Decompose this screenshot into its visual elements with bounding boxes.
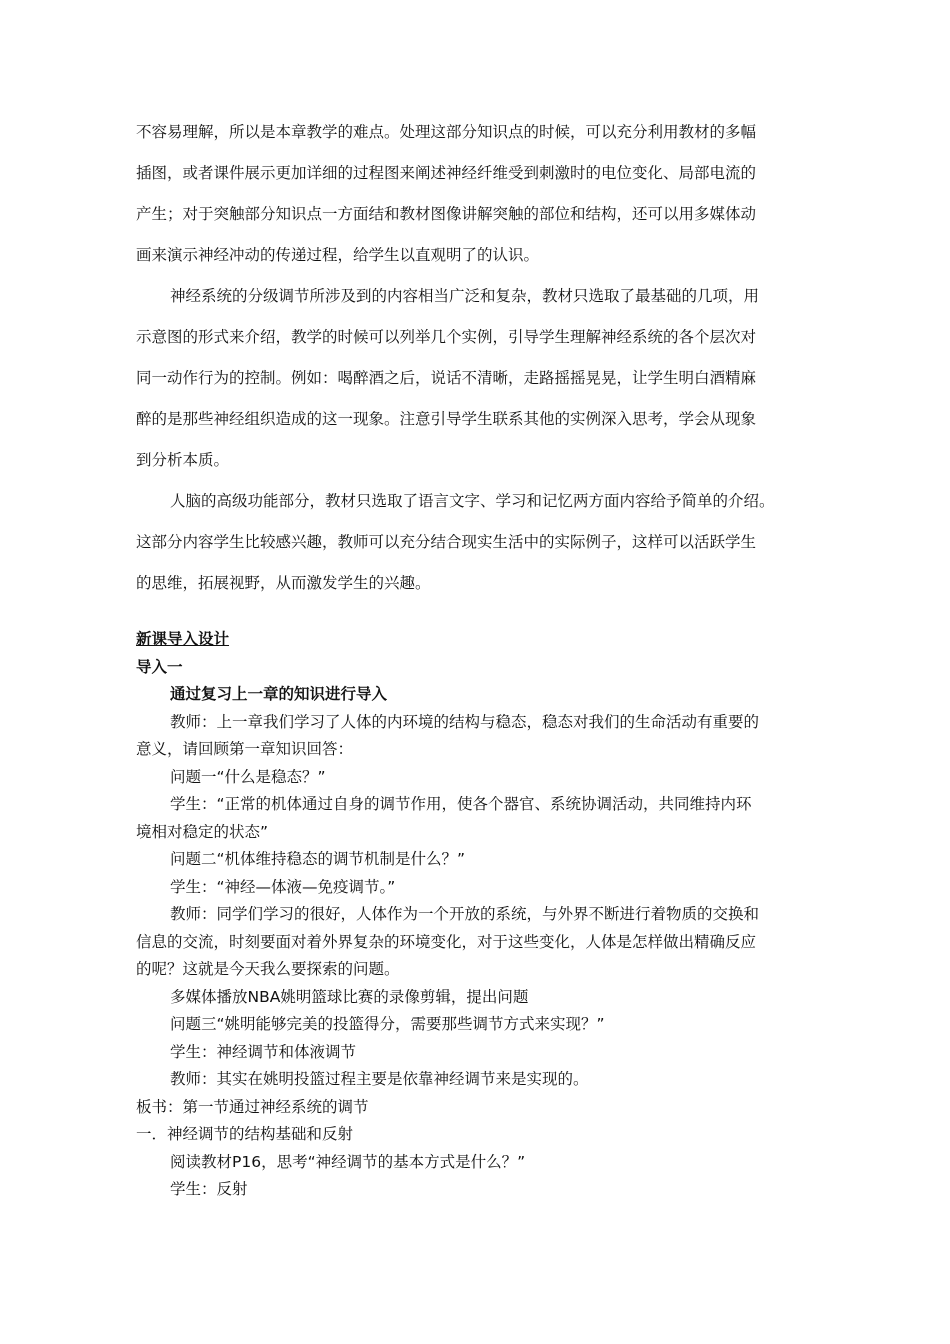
text-line: 产生；对于突触部分知识点一方面结和教材图像讲解突触的部位和结构，还可以用多媒体动 [136,205,757,223]
text-line: 问题一“什么是稳态？” [170,767,326,786]
text-line: 板书：第一节通过神经系统的调节 [136,1097,369,1116]
text-line: 教师：上一章我们学习了人体的内环境的结构与稳态，稳态对我们的生命活动有重要的 [170,712,760,731]
text-line: 境相对稳定的状态” [136,822,269,841]
text-line: 神经系统的分级调节所涉及到的内容相当广泛和复杂，教材只选取了最基础的几项，用 [170,287,760,305]
text-line: 同一动作行为的控制。例如：喝醉酒之后，说话不清晰，走路摇摇晃晃，让学生明白酒精麻 [136,369,757,387]
lesson-intro-section [136,626,826,1204]
text-line: 教师：其实在姚明投篮过程主要是依靠神经调节来是实现的。 [170,1070,589,1088]
text-line: 阅读教材P16，思考“神经调节的基本方式是什么？” [170,1152,526,1171]
text-line: 学生：神经调节和体液调节 [170,1042,357,1061]
section-heading: 新课导入设计 [136,630,230,648]
text-line: 人脑的高级功能部分，教材只选取了语言文字、学习和记忆两方面内容给予简单的介绍。 [170,492,775,510]
text-line: 画来演示神经冲动的传递过程，给学生以直观明了的认识。 [136,246,540,264]
text-line: 问题二“机体维持稳态的调节机制是什么？” [170,850,466,868]
text-line: 意义，请回顾第一章知识回答： [136,740,354,758]
text-line: 醉的是那些神经组织造成的这一现象。注意引导学生联系其他的实例深入思考，学会从现象 [136,410,757,428]
text-line: 学生：“正常的机体通过自身的调节作用，使各个器官、系统协调活动，共同维持内环 [170,795,752,813]
text-line: 插图，或者课件展示更加详细的过程图来阐述神经纤维受到刺激时的电位变化、局部电流的 [136,164,757,182]
text-line: 多媒体播放NBA姚明篮球比赛的录像剪辑，提出问题 [170,987,529,1006]
intro-paragraphs [136,112,816,604]
text-line: 信息的交流，时刻要面对着外界复杂的环境变化，对于这些变化，人体是怎样做出精确反应 [136,932,757,951]
text-line: 的呢？这就是今天我么要探索的问题。 [136,960,400,978]
text-line: 这部分内容学生比较感兴趣，教师可以充分结合现实生活中的实际例子，这样可以活跃学生 [136,533,757,551]
text-line: 学生：“神经—体液—免疫调节。” [170,877,396,896]
text-line: 一．神经调节的结构基础和反射 [136,1125,354,1143]
text-line: 的思维，拓展视野，从而激发学生的兴趣。 [136,574,431,592]
text-line: 到分析本质。 [136,451,230,469]
text-line: 学生：反射 [170,1180,248,1198]
text-line: 通过复习上一章的知识进行导入 [170,685,388,703]
dialogue-lines [136,681,826,1204]
text-line: 不容易理解，所以是本章教学的难点。处理这部分知识点的时候，可以充分利用教材的多幅 [136,123,757,141]
text-line: 示意图的形式来介绍，教学的时候可以列举几个实例，引导学生理解神经系统的各个层次对 [136,328,757,346]
section-subheading: 导入一 [136,657,183,676]
text-line: 教师：同学们学习的很好，人体作为一个开放的系统，与外界不断进行着物质的交换和 [170,905,760,923]
text-line: 问题三“姚明能够完美的投篮得分，需要那些调节方式来实现？” [170,1015,605,1033]
